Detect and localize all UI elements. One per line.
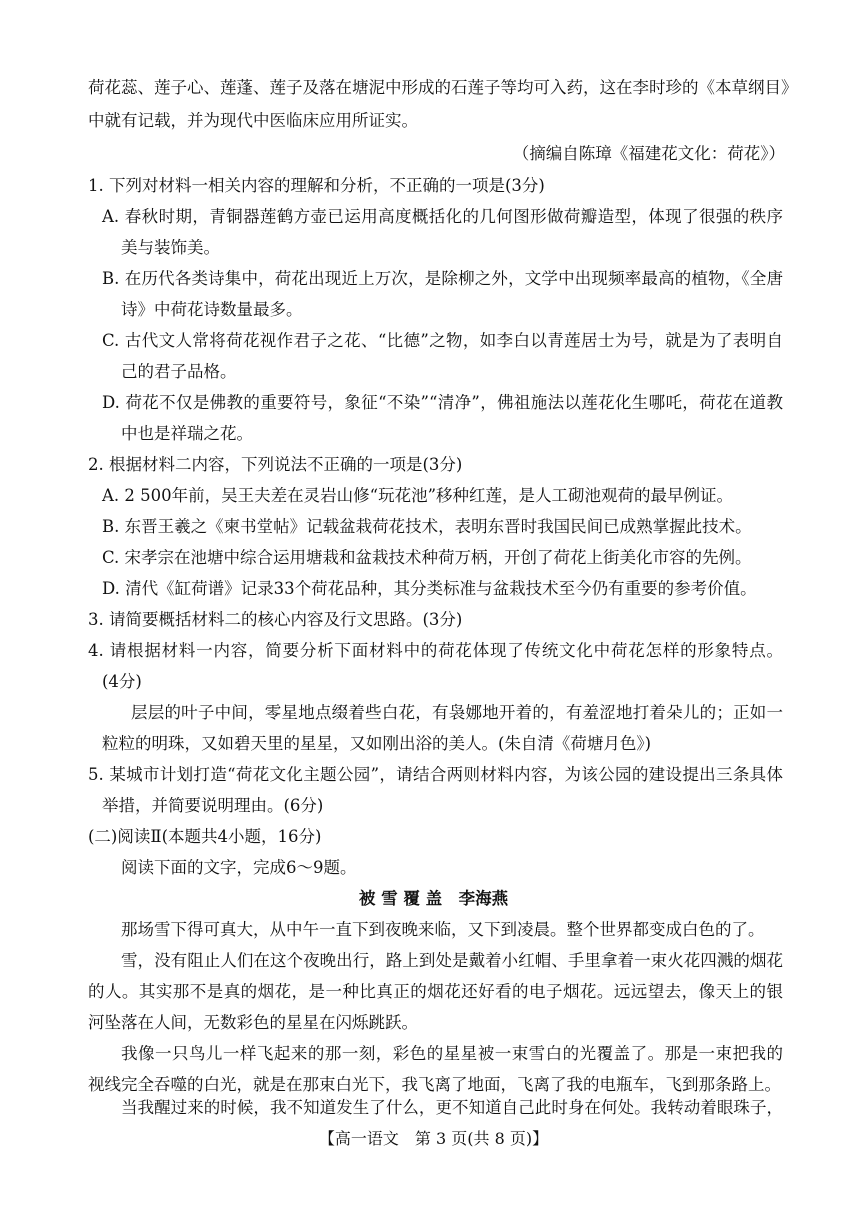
article-paragraph: 我像一只鸟儿一样飞起来的那一刻，彩色的星星被一束雪白的光覆盖了。那是一束把我的 <box>121 1044 783 1063</box>
article-paragraph: 当我醒过来的时候，我不知道发生了什么，更不知道自己此时身在何处。我转动着眼珠子， <box>121 1098 783 1117</box>
option-b: B. 东晋王羲之《柬书堂帖》记载盆栽荷花技术，表明东晋时我国民间已成熟掌握此技术。 <box>102 517 752 536</box>
option-c-cont: 己的君子品格。 <box>121 362 237 381</box>
option-c: C. 古代文人常将荷花视作君子之花、“比德”之物，如李白以青莲居士为号，就是为了表明自 <box>102 331 783 350</box>
question-2: 2. 根据材料二内容，下列说法不正确的一项是(3分) <box>88 455 463 474</box>
source-citation: （摘编自陈璋《福建花文化：荷花》） <box>512 144 785 163</box>
question-3: 3. 请简要概括材料二的核心内容及行文思路。(3分) <box>88 610 463 629</box>
question-4: 4. 请根据材料一内容，简要分析下面材料中的荷花体现了传统文化中荷花怎样的形象特点。 <box>88 641 783 660</box>
article-title: 被 雪 覆 盖 李海燕 <box>358 889 509 908</box>
option-a-cont: 美与装饰美。 <box>121 238 220 257</box>
option-d: D. 清代《缸荷谱》记录33个荷花品种，其分类标准与盆栽技术至今仍有重要的参考价值。 <box>102 579 757 598</box>
option-d: D. 荷花不仅是佛教的重要符号，象征“不染”“清净”，佛祖施法以莲花化生哪吒，荷花在道教 <box>102 393 783 412</box>
article-line: 的人。其实那不是真的烟花，是一种比真正的烟花还好看的电子烟花。远远望去，像天上的银 <box>88 982 783 1001</box>
option-d-cont: 中也是祥瑞之花。 <box>121 424 253 443</box>
text-line: 荷花蕊、莲子心、莲蓬、莲子及落在塘泥中形成的石莲子等均可入药，这在李时珍的《本草纲目》 <box>88 78 798 97</box>
option-b: B. 在历代各类诗集中，荷花出现近上万次，是除柳之外，文学中出现频率最高的植物，《全唐 <box>102 269 783 288</box>
question-5: 5. 某城市计划打造“荷花文化主题公园”，请结合两则材料内容，为该公园的建设提出三条具体 <box>88 765 783 784</box>
option-b-cont: 诗》中荷花诗数量最多。 <box>121 300 303 319</box>
option-a: A. 春秋时期，青铜器莲鹤方壶已运用高度概括化的几何图形做荷瓣造型，体现了很强的秩序 <box>102 207 783 226</box>
option-c: C. 宋孝宗在池塘中综合运用塘栽和盆栽技术种荷万柄，开创了荷花上街美化市容的先例。 <box>102 548 752 567</box>
question-1: 1. 下列对材料一相关内容的理解和分析，不正确的一项是(3分) <box>88 176 545 195</box>
article-line: 视线完全吞噬的白光，就是在那束白光下，我飞离了地面，飞离了我的电瓶车，飞到那条路上。 <box>88 1075 781 1094</box>
section-heading: (二)阅读Ⅱ(本题共4小题，16分) <box>88 827 322 846</box>
quoted-passage-cont: 粒粒的明珠，又如碧天里的星星，又如刚出浴的美人。(朱自清《荷塘月色》) <box>102 734 652 753</box>
article-paragraph: 雪，没有阻止人们在这个夜晚出行，路上到处是戴着小红帽、手里拿着一束火花四溅的烟花 <box>121 951 783 970</box>
section-instruction: 阅读下面的文字，完成6～9题。 <box>121 858 357 877</box>
page-footer: 【高一语文 第 3 页(共 8 页)】 <box>318 1129 549 1148</box>
option-a: A. 2 500年前，吴王夫差在灵岩山修“玩花池”移种红莲，是人工砌池观荷的最早例证。 <box>102 486 734 505</box>
article-line: 河坠落在人间，无数彩色的星星在闪烁跳跃。 <box>88 1013 418 1032</box>
question-5-cont: 举措，并简要说明理由。(6分) <box>102 796 324 815</box>
question-4-score: (4分) <box>102 672 142 691</box>
text-line: 中就有记载，并为现代中医临床应用所证实。 <box>88 111 418 130</box>
quoted-passage: 层层的叶子中间，零星地点缀着些白花，有袅娜地开着的，有羞涩地打着朵儿的；正如一 <box>131 703 783 722</box>
article-paragraph: 那场雪下得可真大，从中午一直下到夜晚来临，又下到凌晨。整个世界都变成白色的了。 <box>121 920 765 939</box>
